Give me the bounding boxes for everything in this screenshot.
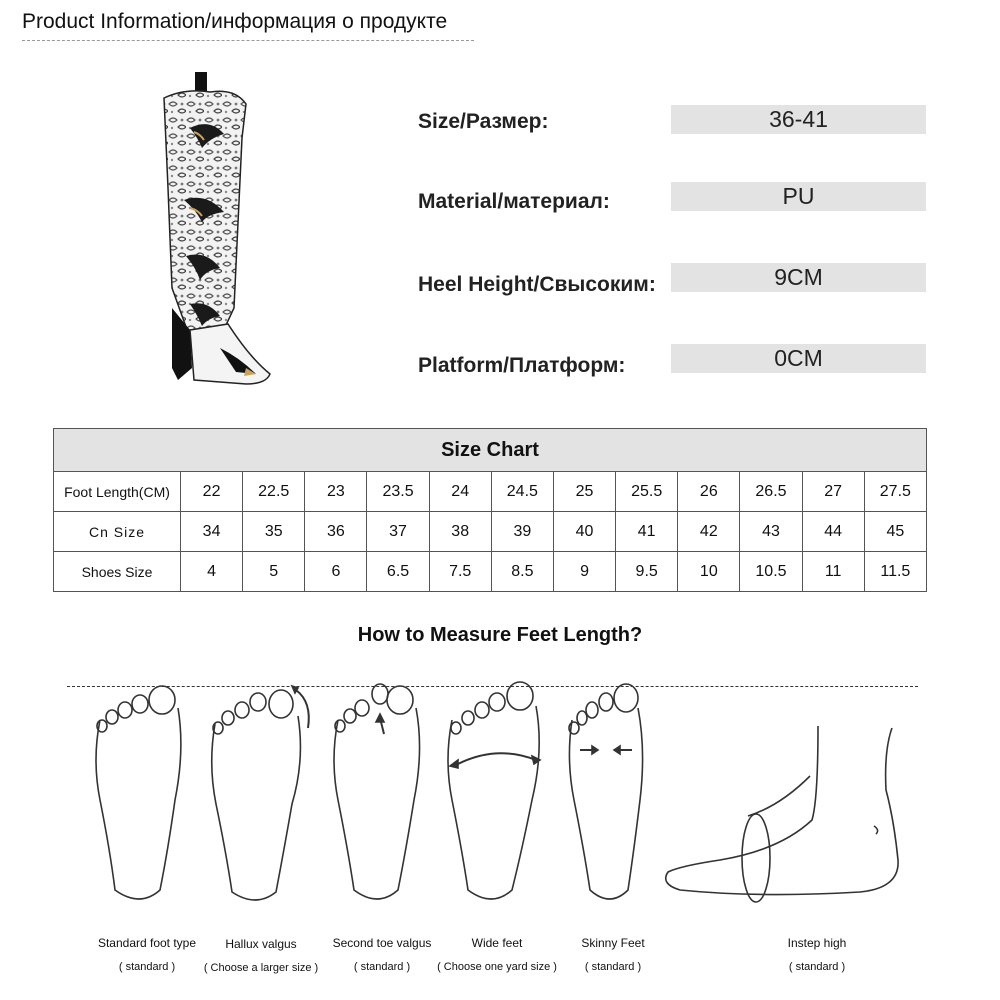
row-header: Foot Length(CM) [54, 472, 181, 512]
table-cell: 6 [305, 552, 367, 592]
table-cell: 9.5 [616, 552, 678, 592]
foot-note-standard: ( standard ) [118, 961, 176, 973]
table-cell: 45 [864, 512, 926, 552]
measure-title: How to Measure Feet Length? [357, 624, 643, 646]
spec-material-value: PU [671, 182, 926, 211]
table-cell: 26.5 [740, 472, 802, 512]
foot-caption-second-toe-valgus: Second toe valgus [332, 936, 432, 950]
size-chart-title: Size Chart [54, 429, 927, 472]
table-cell: 38 [429, 512, 491, 552]
table-cell: 10 [678, 552, 740, 592]
table-cell: 24 [429, 472, 491, 512]
spec-heel-height-label: Heel Height/Свысоким: [418, 273, 656, 296]
table-cell: 11 [802, 552, 864, 592]
row-header: Cn Size [54, 512, 181, 552]
table-cell: 27.5 [864, 472, 926, 512]
table-cell: 35 [243, 512, 305, 552]
table-cell: 23 [305, 472, 367, 512]
standard-foot-icon [96, 686, 181, 899]
table-cell: 6.5 [367, 552, 429, 592]
foot-caption-instep-high: Instep high [787, 936, 847, 950]
foot-diagrams [0, 680, 1000, 910]
foot-caption-hallux-valgus: Hallux valgus [225, 937, 297, 951]
spec-platform-label: Platform/Платформ: [418, 354, 626, 377]
skinny-foot-icon [569, 684, 643, 899]
row-header: Shoes Size [54, 552, 181, 592]
foot-note-hallux-valgus: ( Choose a larger size ) [203, 962, 319, 974]
spec-heel-height-value: 9CM [671, 263, 926, 292]
table-row-shoes-size [54, 552, 927, 592]
table-cell: 10.5 [740, 552, 802, 592]
boot-product-image [150, 68, 280, 390]
header-divider [22, 40, 474, 41]
table-cell: 36 [305, 512, 367, 552]
spec-size-value: 36-41 [671, 105, 926, 134]
foot-caption-skinny-feet: Skinny Feet [581, 936, 645, 950]
table-cell: 37 [367, 512, 429, 552]
foot-caption-standard: Standard foot type [97, 936, 197, 950]
table-row-cn-size [54, 512, 927, 552]
spec-size-label: Size/Размер: [418, 110, 549, 133]
header-title: Product Information/информация о продукте [22, 10, 448, 33]
table-cell: 8.5 [491, 552, 553, 592]
table-cell: 41 [616, 512, 678, 552]
table-cell: 7.5 [429, 552, 491, 592]
instep-high-foot-icon [666, 726, 898, 902]
table-cell: 26 [678, 472, 740, 512]
table-row-foot-length [54, 472, 927, 512]
table-cell: 11.5 [864, 552, 926, 592]
foot-note-instep-high: ( standard ) [788, 961, 846, 973]
table-cell: 4 [181, 552, 243, 592]
foot-caption-wide-feet: Wide feet [471, 936, 523, 950]
table-cell: 25 [553, 472, 615, 512]
table-cell: 9 [553, 552, 615, 592]
table-cell: 34 [181, 512, 243, 552]
table-cell: 44 [802, 512, 864, 552]
table-cell: 22.5 [243, 472, 305, 512]
wide-foot-icon [448, 682, 540, 899]
hallux-valgus-foot-icon [212, 686, 309, 900]
foot-note-wide-feet: ( Choose one yard size ) [437, 961, 557, 973]
table-cell: 25.5 [616, 472, 678, 512]
table-cell: 22 [181, 472, 243, 512]
spec-platform-value: 0CM [671, 344, 926, 373]
size-chart-table [53, 428, 927, 592]
table-cell: 24.5 [491, 472, 553, 512]
table-cell: 43 [740, 512, 802, 552]
table-cell: 27 [802, 472, 864, 512]
foot-note-second-toe-valgus: ( standard ) [353, 961, 411, 973]
spec-material-label: Material/материал: [418, 190, 610, 213]
table-cell: 5 [243, 552, 305, 592]
table-cell: 39 [491, 512, 553, 552]
table-cell: 42 [678, 512, 740, 552]
second-toe-valgus-foot-icon [334, 684, 420, 899]
table-cell: 23.5 [367, 472, 429, 512]
table-cell: 40 [553, 512, 615, 552]
foot-note-skinny-feet: ( standard ) [584, 961, 642, 973]
